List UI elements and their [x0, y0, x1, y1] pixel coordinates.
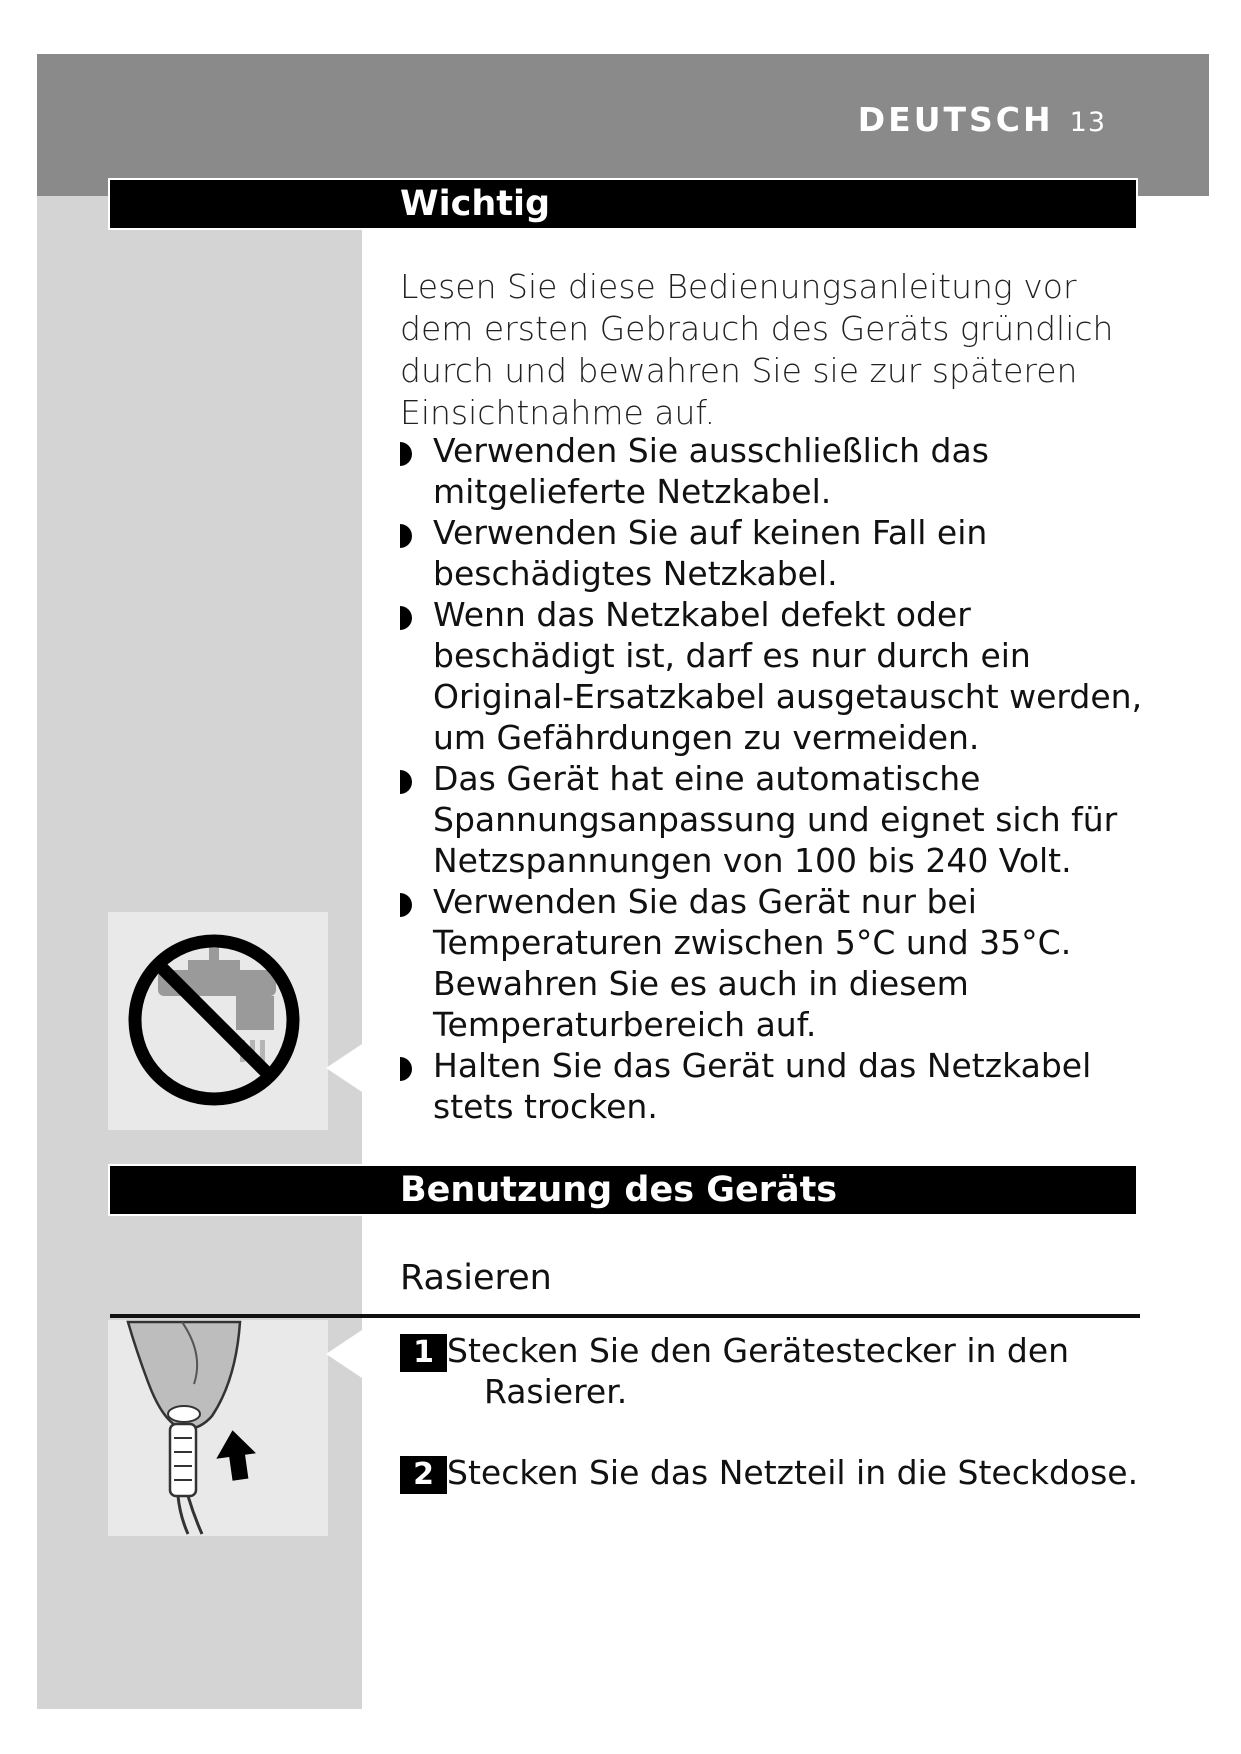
- shaver-plug-illustration: [108, 1320, 328, 1536]
- step-number-badge: 1: [400, 1334, 447, 1372]
- step-number-badge: 2: [400, 1456, 447, 1494]
- page-header: [858, 100, 1106, 139]
- bullet-icon: [400, 893, 412, 917]
- intro-paragraph: Lesen Sie diese Bedienungsanleitung vor dem ersten Gebrauch des Geräts gründlich durch und bewahren Sie sie zur späteren Einsichtnahme auf.: [400, 267, 1114, 432]
- language-label: DEUTSCH: [857, 100, 1054, 139]
- shaver-plug-icon: [108, 1320, 328, 1536]
- safety-bullet-list: [400, 430, 1160, 1127]
- list-item: Das Gerät hat eine automatische Spannungsanpassung und eignet sich für Netzspannungen von 100 bis 240 Volt.: [400, 758, 1160, 881]
- callout-pointer: [326, 1044, 362, 1092]
- step-1: [400, 1330, 1140, 1412]
- bullet-icon: [400, 524, 412, 548]
- bullet-icon: [400, 442, 412, 466]
- divider: [110, 1314, 1140, 1318]
- step-2: [400, 1452, 1140, 1493]
- bullet-icon: [400, 770, 412, 794]
- list-item: Wenn das Netzkabel defekt oder beschädigt ist, darf es nur durch ein Original-Ersatzkabel ausgetauscht werden, um Gefährdungen zu vermeiden.: [400, 594, 1160, 758]
- step-text: Rasierer.: [484, 1372, 628, 1411]
- list-item: Verwenden Sie das Gerät nur bei Temperaturen zwischen 5°C und 35°C. Bewahren Sie es auch in diesem Temperaturbereich auf.: [400, 881, 1160, 1045]
- list-item: Halten Sie das Gerät und das Netzkabel stets trocken.: [400, 1045, 1160, 1127]
- subheading-shaving: Rasieren: [400, 1258, 552, 1298]
- section-title-important: Wichtig: [400, 184, 551, 224]
- no-water-illustration: [108, 912, 328, 1130]
- bullet-icon: [400, 1057, 412, 1081]
- section-title-usage: Benutzung des Geräts: [400, 1170, 838, 1210]
- bullet-icon: [400, 606, 412, 630]
- page-number: 13: [1069, 107, 1106, 138]
- callout-pointer: [326, 1330, 362, 1378]
- no-water-icon: [108, 912, 328, 1130]
- step-text: Stecken Sie das Netzteil in die Steckdose.: [447, 1453, 1139, 1492]
- section-bar-important: [108, 178, 1138, 230]
- step-text: Stecken Sie den Gerätestecker in den: [447, 1331, 1070, 1370]
- list-item: Verwenden Sie ausschließlich das mitgelieferte Netzkabel.: [400, 430, 1160, 512]
- list-item: Verwenden Sie auf keinen Fall ein beschädigtes Netzkabel.: [400, 512, 1160, 594]
